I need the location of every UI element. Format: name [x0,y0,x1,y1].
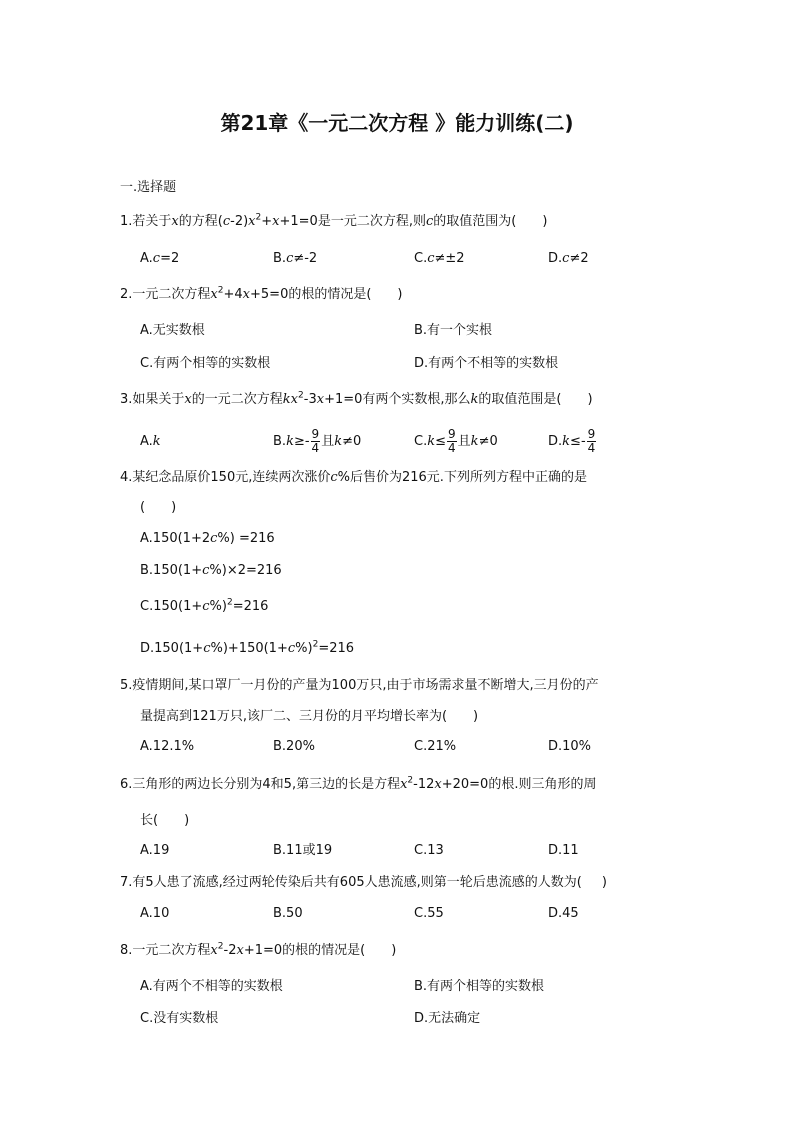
q2-option-d[interactable]: D.有两个不相等的实数根 [414,356,559,371]
question-4-paren: ( ) [140,500,177,515]
q4-option-c[interactable]: $C.150(1+c\%)^2=216$ [140,597,269,614]
q7-option-c[interactable]: C.55 [414,906,444,921]
q5-option-c[interactable]: C.21% [414,739,457,754]
section-heading: 一.选择题 [120,180,177,195]
q1-option-d[interactable]: D.c≠2 [548,251,589,266]
page-title: 第21章《一元二次方程 》能力训练(二) [220,111,574,135]
question-8: 8.一元二次方程$x^2-2x+1=0$的根的情况是( ) [120,941,397,958]
q3-option-d[interactable]: D.k≤- $\frac{9}{4}$ [548,427,596,455]
q4-option-a[interactable]: A.150(1+2c%) =216 [140,531,275,546]
q4-option-b[interactable]: B.150(1+c%)×2=216 [140,563,282,578]
q8-option-d[interactable]: D.无法确定 [414,1011,481,1026]
question-1: 1.若关于x的方程$(c-2)x^2+x+1=0$是一元二次方程,则c的取值范围为( ) [120,212,548,229]
q6-option-b[interactable]: B.11或19 [273,843,333,858]
q5-option-d[interactable]: D.10% [548,739,592,754]
q2-option-c[interactable]: C.有两个相等的实数根 [140,356,271,371]
q6-option-d[interactable]: D.11 [548,843,579,858]
fraction: $\frac{9}{4}$ [448,427,456,455]
q4-option-d[interactable]: $D.150(1+c\%)+150(1+c\%)^2=216$ [140,639,355,656]
q8-option-b[interactable]: B.有两个相等的实数根 [414,979,545,994]
q2-option-a[interactable]: A.无实数根 [140,323,205,338]
q1-option-c[interactable]: C.c≠±2 [414,251,465,266]
q6-option-c[interactable]: C.13 [414,843,444,858]
fraction: $\frac{9}{4}$ [311,427,320,455]
question-3: 3.如果关于x的一元二次方程$kx^2-3x+1=0$有两个实数根,那么k的取值范围是( ) [120,390,593,407]
q8-option-c[interactable]: C.没有实数根 [140,1011,219,1026]
question-5-line2: 量提高到121万只,该厂二、三月份的月平均增长率为( ) [140,709,479,724]
q5-option-a[interactable]: A.12.1% [140,739,195,754]
q5-option-b[interactable]: B.20% [273,739,315,754]
q7-option-a[interactable]: A.10 [140,906,170,921]
q2-option-b[interactable]: B.有一个实根 [414,323,493,338]
question-6-line2: 长( ) [140,813,190,828]
q1-option-b[interactable]: B.c≠-2 [273,251,318,266]
q3-option-b[interactable]: B.k≥- $\frac{9}{4}$ 且k≠0 [273,427,362,455]
q7-option-d[interactable]: D.45 [548,906,579,921]
q6-option-a[interactable]: A.19 [140,843,170,858]
question-6: 6.三角形的两边长分别为4和5,第三边的长是方程$x^2-12x+20=0$的根.则三角形的周 [120,775,597,792]
question-7: 7.有5人患了流感,经过两轮传染后共有605人患流感,则第一轮后患流感的人数为( ) [120,875,607,890]
question-4: 4.某纪念品原价150元,连续两次涨价c%后售价为216元.下列所列方程中正确的是 [120,470,587,485]
q1-option-a[interactable]: A.c=2 [140,251,180,266]
q7-option-b[interactable]: B.50 [273,906,303,921]
q3-option-a[interactable]: A.k [140,434,161,449]
q8-option-a[interactable]: A.有两个不相等的实数根 [140,979,283,994]
question-2: 2.一元二次方程$x^2+4x+5=0$的根的情况是( ) [120,285,403,302]
q3-option-c[interactable]: C.k≤ $\frac{9}{4}$ 且k≠0 [414,427,498,455]
fraction: $\frac{9}{4}$ [587,427,596,455]
question-5: 5.疫情期间,某口罩厂一月份的产量为100万只,由于市场需求量不断增大,三月份的产 [120,678,599,693]
